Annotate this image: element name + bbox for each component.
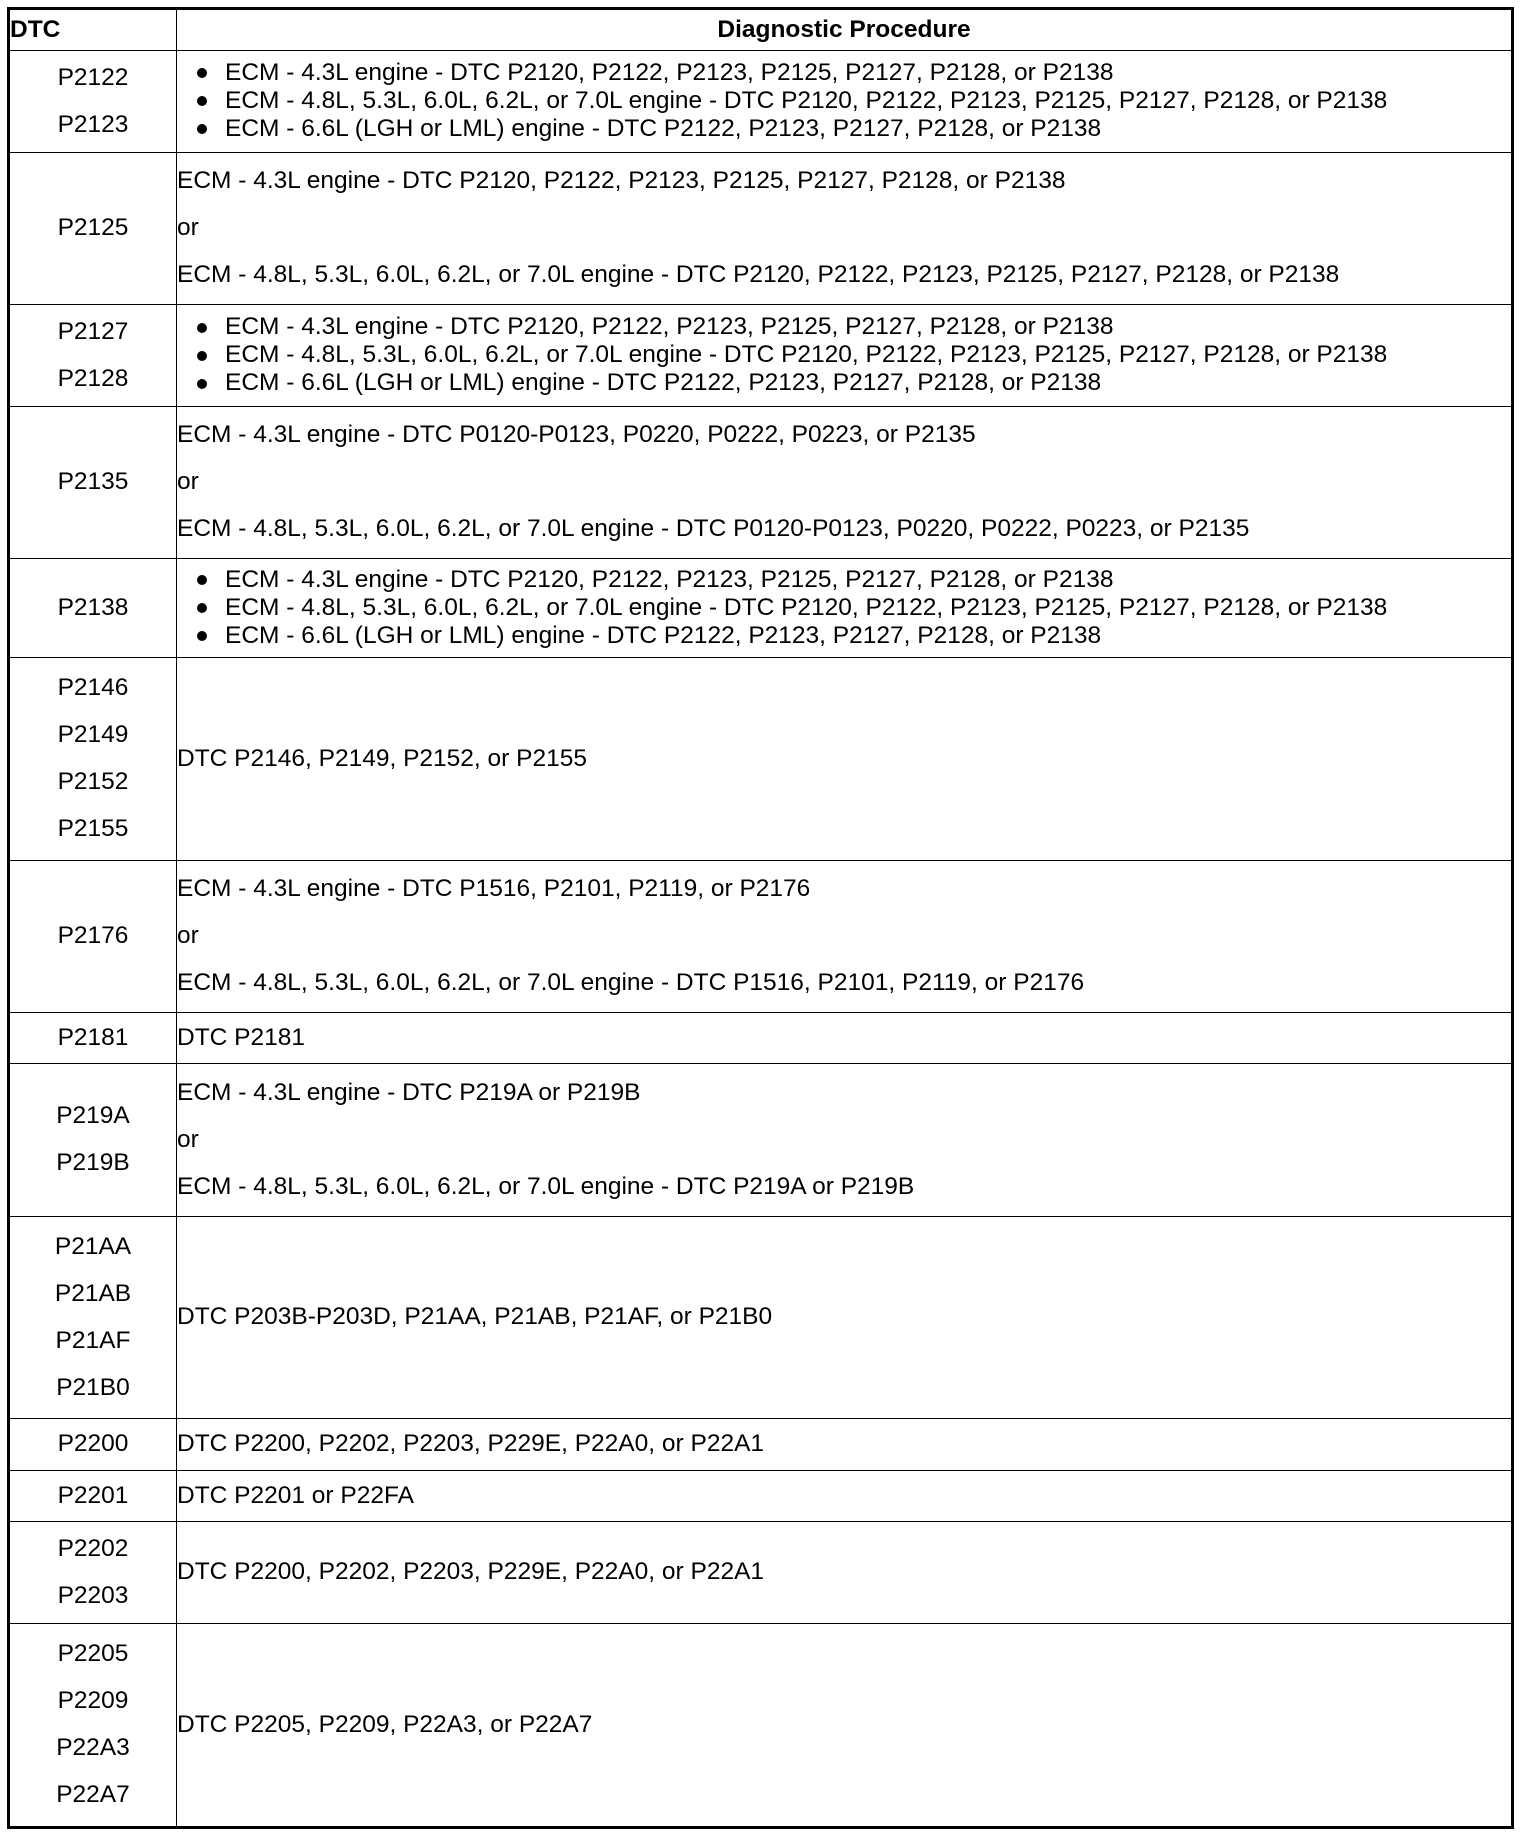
dtc-code: P21AF — [55, 1326, 131, 1354]
dtc-cell — [9, 407, 177, 559]
procedure-line: ECM - 4.8L, 5.3L, 6.0L, 6.2L, or 7.0L engine - DTC P1516, P2101, P2119, or P2176 — [177, 969, 1085, 997]
procedure-bullet-item — [177, 622, 1511, 650]
procedure-bullet-item — [177, 115, 1511, 143]
procedure-line: ECM - 4.8L, 5.3L, 6.0L, 6.2L, or 7.0L engine - DTC P2120, P2122, P2123, P2125, P2127, P2128, or P2138 — [177, 261, 1340, 289]
table-row — [9, 305, 1513, 407]
procedure-bullet-item — [177, 370, 1511, 398]
dtc-code: P2200 — [57, 1430, 129, 1458]
procedure-cell — [177, 1216, 1513, 1419]
procedure-text: ECM - 6.6L (LGH or LML) engine - DTC P2122, P2123, P2127, P2128, or P2138 — [225, 115, 1102, 143]
dtc-code: P2149 — [57, 721, 129, 749]
procedure-line: ECM - 4.3L engine - DTC P219A or P219B — [177, 1078, 641, 1106]
table-row — [9, 1216, 1513, 1419]
table-row — [9, 1012, 1513, 1063]
procedure-text: ECM - 6.6L (LGH or LML) engine - DTC P2122, P2123, P2127, P2128, or P2138 — [225, 621, 1102, 649]
procedure-cell — [177, 1064, 1513, 1216]
dtc-procedure-table — [7, 7, 1514, 1829]
procedure-line: DTC P203B-P203D, P21AA, P21AB, P21AF, or P21B0 — [177, 1303, 773, 1331]
table-row — [9, 559, 1513, 658]
procedure-text: ECM - 4.8L, 5.3L, 6.0L, 6.2L, or 7.0L engine - DTC P2120, P2122, P2123, P2125, P2127, P2128, or P2138 — [225, 593, 1388, 621]
procedure-or-separator: or — [177, 214, 199, 242]
procedure-text: ECM - 4.8L, 5.3L, 6.0L, 6.2L, or 7.0L engine - DTC P2120, P2122, P2123, P2125, P2127, P2128, or P2138 — [225, 341, 1388, 369]
dtc-code: P2201 — [57, 1481, 129, 1509]
procedure-line: ECM - 4.8L, 5.3L, 6.0L, 6.2L, or 7.0L engine - DTC P219A or P219B — [177, 1172, 915, 1200]
bullet-icon — [197, 351, 207, 361]
table-body — [9, 51, 1513, 1828]
procedure-text: ECM - 4.3L engine - DTC P2120, P2122, P2123, P2125, P2127, P2128, or P2138 — [225, 59, 1114, 87]
procedure-line: DTC P2146, P2149, P2152, or P2155 — [177, 744, 587, 772]
procedure-cell — [177, 407, 1513, 559]
table-row — [9, 1470, 1513, 1521]
dtc-code: P219B — [56, 1149, 130, 1177]
table-header-row — [9, 9, 1513, 51]
procedure-text: ECM - 6.6L (LGH or LML) engine - DTC P2122, P2123, P2127, P2128, or P2138 — [225, 369, 1102, 397]
table-row — [9, 657, 1513, 860]
dtc-code: P21B0 — [56, 1373, 130, 1401]
table-row — [9, 51, 1513, 153]
dtc-cell — [9, 1012, 177, 1063]
procedure-text: ECM - 4.3L engine - DTC P2120, P2122, P2123, P2125, P2127, P2128, or P2138 — [225, 313, 1114, 341]
procedure-cell — [177, 305, 1513, 407]
table-row — [9, 1522, 1513, 1624]
table-row — [9, 1624, 1513, 1828]
bullet-icon — [197, 379, 207, 389]
bullet-icon — [197, 631, 207, 641]
dtc-code: P2181 — [57, 1023, 129, 1051]
table-row — [9, 1419, 1513, 1470]
table-row — [9, 152, 1513, 304]
bullet-icon — [197, 603, 207, 613]
procedure-text: ECM - 4.3L engine - DTC P2120, P2122, P2123, P2125, P2127, P2128, or P2138 — [225, 565, 1114, 593]
procedure-line: DTC P2200, P2202, P2203, P229E, P22A0, or P22A1 — [177, 1430, 765, 1458]
procedure-or-separator: or — [177, 468, 199, 496]
dtc-code: P2127 — [57, 317, 129, 345]
bullet-icon — [197, 124, 207, 134]
dtc-cell — [9, 1624, 177, 1828]
procedure-cell — [177, 657, 1513, 860]
dtc-cell — [9, 152, 177, 304]
procedure-line: ECM - 4.3L engine - DTC P1516, P2101, P2119, or P2176 — [177, 875, 811, 903]
procedure-line: DTC P2205, P2209, P22A3, or P22A7 — [177, 1710, 593, 1738]
bullet-icon — [197, 68, 207, 78]
dtc-code: P2202 — [57, 1534, 129, 1562]
dtc-cell — [9, 305, 177, 407]
bullet-icon — [197, 575, 207, 585]
dtc-code: P2125 — [57, 214, 129, 242]
procedure-line: ECM - 4.8L, 5.3L, 6.0L, 6.2L, or 7.0L engine - DTC P0120-P0123, P0220, P0222, P0223, or P2135 — [177, 515, 1250, 543]
dtc-code: P2138 — [57, 593, 129, 621]
dtc-cell — [9, 860, 177, 1012]
dtc-code: P2155 — [57, 815, 129, 843]
procedure-or-separator: or — [177, 922, 199, 950]
procedure-cell — [177, 1522, 1513, 1624]
procedure-cell — [177, 1470, 1513, 1521]
procedure-line: DTC P2201 or P22FA — [177, 1481, 414, 1509]
procedure-cell — [177, 860, 1513, 1012]
dtc-cell — [9, 657, 177, 860]
dtc-cell — [9, 51, 177, 153]
dtc-code: P2135 — [57, 468, 129, 496]
dtc-code: P22A3 — [56, 1734, 130, 1762]
procedure-line: ECM - 4.3L engine - DTC P0120-P0123, P0220, P0222, P0223, or P2135 — [177, 421, 976, 449]
dtc-code: P2122 — [57, 63, 129, 91]
procedure-cell — [177, 1419, 1513, 1470]
procedure-column-header: Diagnostic Procedure — [177, 9, 1513, 51]
dtc-cell — [9, 1216, 177, 1419]
table-row — [9, 860, 1513, 1012]
procedure-cell — [177, 1012, 1513, 1063]
dtc-code: P2123 — [57, 110, 129, 138]
dtc-code: P2146 — [57, 674, 129, 702]
procedure-line: DTC P2200, P2202, P2203, P229E, P22A0, or P22A1 — [177, 1558, 765, 1586]
dtc-cell — [9, 1064, 177, 1216]
procedure-or-separator: or — [177, 1125, 199, 1153]
bullet-icon — [197, 323, 207, 333]
procedure-bullet-item — [177, 594, 1511, 622]
dtc-code: P2128 — [57, 364, 129, 392]
dtc-code: P21AA — [54, 1232, 132, 1260]
dtc-column-header: DTC — [9, 9, 177, 51]
dtc-cell — [9, 1522, 177, 1624]
procedure-cell — [177, 1624, 1513, 1828]
dtc-code: P2203 — [57, 1581, 129, 1609]
table-row — [9, 407, 1513, 559]
procedure-bullet-item — [177, 314, 1511, 342]
procedure-bullet-item — [177, 59, 1511, 87]
procedure-bullet-item — [177, 342, 1511, 370]
dtc-cell — [9, 1419, 177, 1470]
dtc-cell — [9, 1470, 177, 1521]
bullet-icon — [197, 96, 207, 106]
procedure-bullet-item — [177, 566, 1511, 594]
procedure-line: ECM - 4.3L engine - DTC P2120, P2122, P2123, P2125, P2127, P2128, or P2138 — [177, 167, 1066, 195]
procedure-cell — [177, 51, 1513, 153]
procedure-cell — [177, 152, 1513, 304]
dtc-code: P219A — [56, 1102, 130, 1130]
dtc-code: P2176 — [57, 922, 129, 950]
dtc-code: P22A7 — [56, 1781, 130, 1809]
dtc-code: P21AB — [54, 1279, 132, 1307]
dtc-cell — [9, 559, 177, 658]
dtc-code: P2209 — [57, 1687, 129, 1715]
procedure-text: ECM - 4.8L, 5.3L, 6.0L, 6.2L, or 7.0L engine - DTC P2120, P2122, P2123, P2125, P2127, P2128, or P2138 — [225, 87, 1388, 115]
table-row — [9, 1064, 1513, 1216]
procedure-cell — [177, 559, 1513, 658]
dtc-code: P2152 — [57, 768, 129, 796]
procedure-bullet-item — [177, 87, 1511, 115]
dtc-code: P2205 — [57, 1640, 129, 1668]
procedure-line: DTC P2181 — [177, 1023, 306, 1051]
